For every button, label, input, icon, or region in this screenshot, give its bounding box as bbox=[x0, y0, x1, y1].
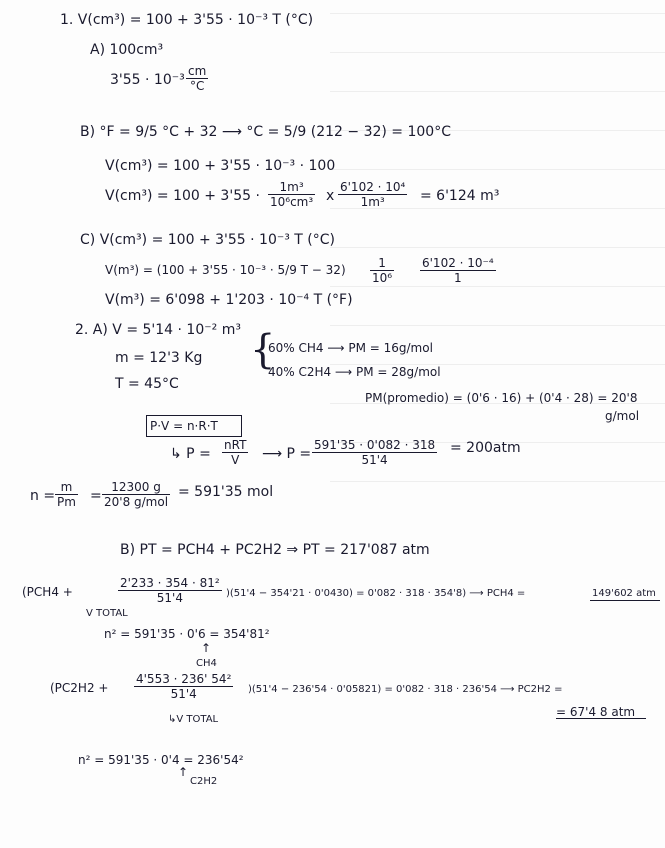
pressure-result: = 200atm bbox=[450, 440, 521, 456]
vtotal-note-2: ↳V TOTAL bbox=[168, 714, 219, 725]
moles-label: n = bbox=[30, 488, 56, 504]
moles-result: = 591'35 mol bbox=[178, 484, 274, 500]
part-b-volume-m3: V(cm³) = 100 + 3'55 · bbox=[105, 188, 260, 204]
moles-equals: = bbox=[90, 488, 102, 504]
vdw-ch4-num: 2'233 · 354 · 81² bbox=[120, 576, 220, 590]
pressure-substitution-den: 51'4 bbox=[361, 453, 388, 467]
vtotal-note-1: V TOTAL bbox=[86, 608, 128, 619]
vdw-ch4-fraction bbox=[118, 576, 222, 605]
problem1-header: 1. V(cm³) = 100 + 3'55 · 10⁻³ T (°C) bbox=[60, 12, 314, 28]
moles-formula bbox=[55, 480, 78, 509]
pressure-substitution bbox=[312, 438, 437, 467]
c-fraction-2-den: 1 bbox=[454, 271, 462, 285]
vdw-c2h2-fraction bbox=[134, 672, 233, 701]
multiply-sign: x bbox=[326, 188, 335, 204]
part-a-slope-unit bbox=[186, 64, 208, 93]
vdw-c2h2-open: (PC2H2 + bbox=[50, 681, 109, 695]
moles-substitution-num: 12300 g bbox=[102, 480, 170, 495]
pressure-arrow-2: ⟶ P = bbox=[262, 446, 312, 462]
part-a-slope: 3'55 · 10⁻³ bbox=[110, 72, 185, 88]
part-b-volume: V(cm³) = 100 + 3'55 · 10⁻³ · 100 bbox=[105, 158, 336, 174]
mixture-ch4: 60% CH4 ⟶ PM = 16g/mol bbox=[268, 341, 433, 355]
pressure-arrow: ↳ P = bbox=[170, 446, 211, 462]
part-c-fraction-2 bbox=[420, 256, 496, 285]
part-c-result: V(m³) = 6'098 + 1'203 · 10⁻⁴ T (°F) bbox=[105, 292, 353, 308]
part-b-conversion: B) °F = 9/5 °C + 32 ⟶ °C = 5/9 (212 − 32) = 100°C bbox=[80, 124, 451, 140]
moles-ch4: n² = 591'35 · 0'6 = 354'81² bbox=[104, 627, 270, 641]
c-fraction-2-num: 6'102 · 10⁻⁴ bbox=[422, 256, 494, 270]
vdw-ch4-den: 51'4 bbox=[156, 591, 183, 605]
fraction-2-den: 1m³ bbox=[360, 195, 385, 209]
moles-ch4-arrow: ↑ bbox=[201, 641, 212, 655]
ideal-gas-law: P·V = n·R·T bbox=[150, 419, 218, 433]
part-b-fraction-2 bbox=[338, 180, 407, 209]
fraction-2-num: 6'102 · 10⁴ bbox=[340, 180, 406, 194]
pc2h2-underline bbox=[556, 718, 646, 719]
vdw-c2h2-rest: )(51'4 − 236'54 · 0'05821) = 0'082 · 318 · 236'54 ⟶ PC2H2 = bbox=[248, 684, 563, 695]
pc2h2-result: = 67'4 8 atm bbox=[556, 705, 636, 719]
average-molar-mass: PM(promedio) = (0'6 · 16) + (0'4 · 28) = 20'8 bbox=[365, 391, 638, 405]
moles-formula-num: m bbox=[55, 480, 78, 495]
part-c-conversion: V(m³) = (100 + 3'55 · 10⁻³ · 5/9 T − 32) bbox=[105, 263, 346, 277]
slope-unit-den: °C bbox=[189, 79, 205, 93]
mixture-c2h4: 40% C2H4 ⟶ PM = 28g/mol bbox=[268, 365, 441, 379]
vdw-c2h2-num: 4'553 · 236' 54² bbox=[136, 672, 232, 686]
moles-substitution bbox=[102, 480, 170, 509]
pch4-result: 149'602 atm bbox=[592, 588, 656, 599]
part-c-fraction-1 bbox=[370, 256, 394, 285]
c-fraction-1-den: 10⁶ bbox=[372, 271, 393, 285]
part-b-fraction-1 bbox=[268, 180, 315, 209]
pch4-underline bbox=[590, 600, 660, 601]
part-b-total-pressure: B) PT = PCH4 + PC2H2 ⇒ PT = 217'087 atm bbox=[120, 542, 430, 558]
part-a-answer: A) 100cm³ bbox=[90, 42, 164, 58]
pressure-formula-num: nRT bbox=[224, 438, 247, 452]
moles-c2h2-label: C2H2 bbox=[190, 776, 218, 787]
mass-value: m = 12'3 Kg bbox=[115, 350, 203, 366]
pressure-substitution-num: 591'35 · 0'082 · 318 bbox=[314, 438, 436, 452]
fraction-1-den: 10⁶cm³ bbox=[270, 195, 314, 209]
moles-c2h2-arrow: ↑ bbox=[178, 765, 189, 779]
part-b-result: = 6'124 m³ bbox=[420, 188, 500, 204]
problem2-header: 2. A) V = 5'14 · 10⁻² m³ bbox=[75, 322, 241, 338]
slope-unit-num: cm bbox=[188, 64, 207, 78]
moles-c2h2: n² = 591'35 · 0'4 = 236'54² bbox=[78, 753, 244, 767]
mixture-brace: { bbox=[250, 327, 276, 373]
vdw-ch4-open: (PCH4 + bbox=[22, 585, 73, 599]
average-molar-mass-unit: g/mol bbox=[605, 409, 640, 423]
pressure-formula bbox=[222, 438, 248, 467]
pressure-formula-den: V bbox=[231, 453, 240, 467]
moles-substitution-den: 20'8 g/mol bbox=[104, 495, 169, 509]
fraction-1-num: 1m³ bbox=[268, 180, 315, 195]
moles-ch4-label: CH4 bbox=[196, 658, 217, 669]
temperature-value: T = 45°C bbox=[115, 376, 179, 392]
moles-formula-den: Pm bbox=[57, 495, 76, 509]
c-fraction-1-num: 1 bbox=[370, 256, 394, 271]
vdw-c2h2-den: 51'4 bbox=[170, 687, 197, 701]
vdw-ch4-rest: )(51'4 − 354'21 · 0'0430) = 0'082 · 318 · 354'8) ⟶ PCH4 = bbox=[226, 588, 526, 599]
part-c-equation: C) V(cm³) = 100 + 3'55 · 10⁻³ T (°C) bbox=[80, 232, 336, 248]
